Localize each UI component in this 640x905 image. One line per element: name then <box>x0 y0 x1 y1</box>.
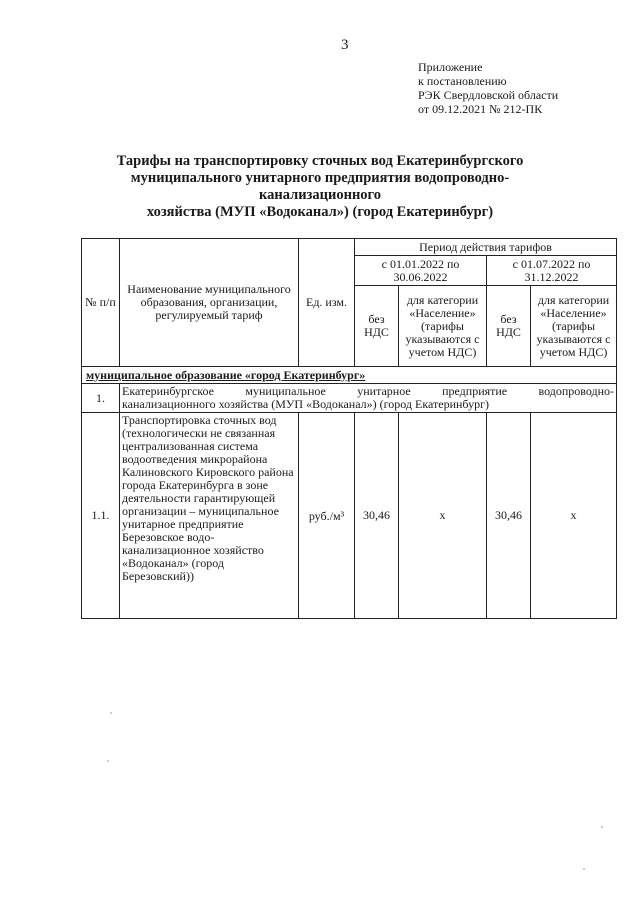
header-name: Наименование муниципального образования, организации, регулируемый тариф <box>120 239 299 367</box>
appendix-line: к постановлению <box>418 74 507 88</box>
tariff-p1-population: х <box>399 413 487 619</box>
org-name-line: Екатеринбургское муниципальное унитарное предприятие водопроводно- <box>122 384 615 398</box>
header-period-1: с 01.01.2022 по 30.06.2022 <box>355 256 487 286</box>
section-title: муниципальное образование «город Екатеринбург» <box>82 367 617 384</box>
title-line: хозяйства (МУП «Водоканал») (город Екатеринбург) <box>146 204 494 220</box>
header-period-2: с 01.07.2022 по 31.12.2022 <box>487 256 617 286</box>
header-population-2: для категории «Население» (тарифы указываются с учетом НДС) <box>531 286 617 367</box>
header-no-vat-1: без НДС <box>355 286 399 367</box>
header-unit: Ед. изм. <box>299 239 355 367</box>
scan-speck <box>583 868 585 870</box>
header-num: № п/п <box>82 239 120 367</box>
appendix-line: РЭК Свердловской области <box>418 88 559 102</box>
tariff-unit: руб./м³ <box>299 413 355 619</box>
title-line: Тарифы на транспортировку сточных вод Екатеринбургского <box>116 153 524 169</box>
title-line: муниципального унитарного предприятия водопроводно-канализационного <box>130 170 510 203</box>
page-number: 3 <box>341 37 349 53</box>
tariff-p2-no-vat: 30,46 <box>487 413 531 619</box>
org-name-line: канализационного хозяйства (МУП «Водоканал») (город Екатеринбург) <box>122 397 490 411</box>
appendix-line: от 09.12.2021 № 212-ПК <box>418 102 543 116</box>
org-row-num: 1. <box>82 384 120 413</box>
tariff-row-num: 1.1. <box>82 413 120 619</box>
document-title <box>80 153 560 221</box>
scan-speck <box>107 760 109 762</box>
appendix-note <box>418 60 558 116</box>
tariff-table <box>81 238 617 619</box>
header-no-vat-2: без НДС <box>487 286 531 367</box>
scan-speck <box>110 712 112 714</box>
tariff-description: Транспортировка сточных вод (технологически не связанная централизованная система водоотведения микрорайона Калиновского Кировского района города Екатеринбурга в зоне деятельности гарантирующей организации – муниципальное унитарное предприятие Березовское водо-канализационное хозяйство «Водоканал» (город Березовский)) <box>120 413 299 619</box>
tariff-p2-population: х <box>531 413 617 619</box>
appendix-line: Приложение <box>418 60 483 74</box>
scan-speck <box>601 826 603 828</box>
header-period: Период действия тарифов <box>355 239 617 256</box>
tariff-p1-no-vat: 30,46 <box>355 413 399 619</box>
org-row-name <box>120 384 617 413</box>
header-population-1: для категории «Население» (тарифы указываются с учетом НДС) <box>399 286 487 367</box>
